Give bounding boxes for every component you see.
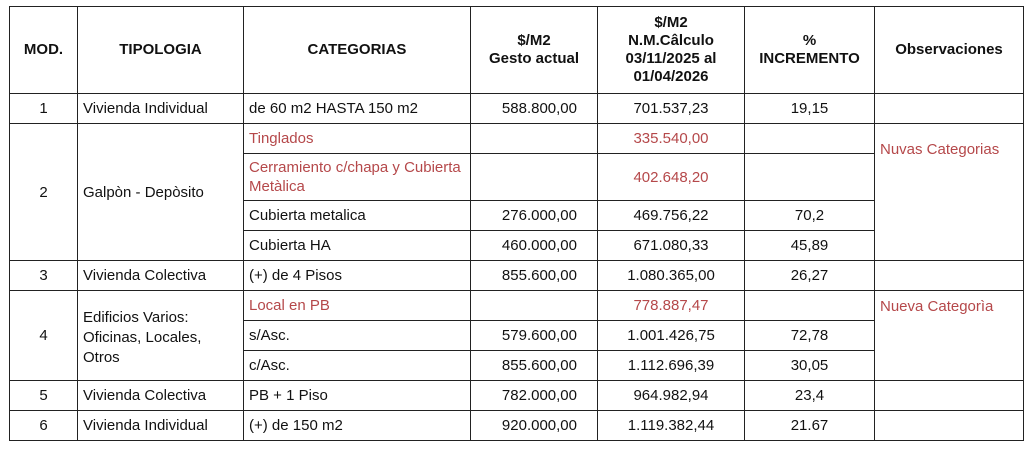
header-categorias: CATEGORIAS (244, 7, 471, 94)
cell-gesto: 855.600,00 (471, 261, 598, 291)
cell-observaciones (875, 124, 1024, 261)
cell-gesto: 460.000,00 (471, 231, 598, 261)
cell-calculo: 402.648,20 (598, 154, 745, 201)
header-incremento: % INCREMENTO (745, 7, 875, 94)
cell-calculo: 701.537,23 (598, 94, 745, 124)
price-table (9, 6, 1024, 441)
cell-gesto: 855.600,00 (471, 351, 598, 381)
cell-incremento (745, 124, 875, 154)
cell-mod: 4 (10, 291, 78, 381)
cell-tipologia: Vivienda Individual (78, 411, 244, 441)
cell-gesto: 782.000,00 (471, 381, 598, 411)
cell-calculo: 964.982,94 (598, 381, 745, 411)
cell-calculo: 335.540,00 (598, 124, 745, 154)
cell-categoria: de 60 m2 HASTA 150 m2 (244, 94, 471, 124)
cell-tipologia: Vivienda Colectiva (78, 261, 244, 291)
cell-tipologia: Edificios Varios: Oficinas, Locales, Otros (78, 291, 244, 381)
cell-mod: 5 (10, 381, 78, 411)
table-row (10, 381, 1024, 411)
cell-calculo: 1.119.382,44 (598, 411, 745, 441)
cell-calculo: 1.001.426,75 (598, 321, 745, 351)
cell-incremento: 30,05 (745, 351, 875, 381)
cell-mod: 3 (10, 261, 78, 291)
cell-categoria: s/Asc. (244, 321, 471, 351)
cell-gesto: 579.600,00 (471, 321, 598, 351)
cell-categoria: Cerramiento c/chapa y Cubierta Metàlica (244, 154, 471, 201)
cell-categoria: Cubierta metalica (244, 201, 471, 231)
header-calculo: $/M2 N.M.Câlculo 03/11/2025 al 01/04/2026 (598, 7, 745, 94)
cell-tipologia: Vivienda Individual (78, 94, 244, 124)
cell-incremento: 19,15 (745, 94, 875, 124)
cell-calculo: 469.756,22 (598, 201, 745, 231)
cell-tipologia: Vivienda Colectiva (78, 381, 244, 411)
cell-gesto: 276.000,00 (471, 201, 598, 231)
document-page (9, 6, 1024, 441)
cell-observaciones (875, 261, 1024, 291)
cell-categoria: PB + 1 Piso (244, 381, 471, 411)
cell-mod: 6 (10, 411, 78, 441)
table-row (10, 94, 1024, 124)
cell-incremento: 70,2 (745, 201, 875, 231)
observacion-nueva-categoria: Nueva Categorìa (880, 298, 994, 315)
table-row (10, 261, 1024, 291)
table-row (10, 411, 1024, 441)
cell-calculo: 1.112.696,39 (598, 351, 745, 381)
cell-gesto (471, 291, 598, 321)
cell-incremento: 23,4 (745, 381, 875, 411)
cell-incremento: 72,78 (745, 321, 875, 351)
header-gesto: $/M2 Gesto actual (471, 7, 598, 94)
cell-incremento: 21.67 (745, 411, 875, 441)
cell-gesto: 588.800,00 (471, 94, 598, 124)
cell-categoria: (+) de 150 m2 (244, 411, 471, 441)
cell-incremento (745, 154, 875, 201)
cell-observaciones (875, 291, 1024, 381)
cell-incremento (745, 291, 875, 321)
observacion-nuevas-categorias: Nuvas Categorias (880, 141, 1000, 158)
cell-tipologia: Galpòn - Depòsito (78, 124, 244, 261)
cell-calculo: 671.080,33 (598, 231, 745, 261)
cell-categoria: c/Asc. (244, 351, 471, 381)
cell-gesto (471, 154, 598, 201)
cell-observaciones (875, 411, 1024, 441)
cell-mod: 1 (10, 94, 78, 124)
cell-observaciones (875, 381, 1024, 411)
cell-categoria: Local en PB (244, 291, 471, 321)
cell-calculo: 778.887,47 (598, 291, 745, 321)
cell-calculo: 1.080.365,00 (598, 261, 745, 291)
header-row (10, 7, 1024, 94)
cell-observaciones (875, 94, 1024, 124)
cell-mod: 2 (10, 124, 78, 261)
cell-categoria: (+) de 4 Pisos (244, 261, 471, 291)
cell-gesto: 920.000,00 (471, 411, 598, 441)
cell-gesto (471, 124, 598, 154)
header-observaciones: Observaciones (875, 7, 1024, 94)
cell-incremento: 26,27 (745, 261, 875, 291)
header-tipologia: TIPOLOGIA (78, 7, 244, 94)
cell-incremento: 45,89 (745, 231, 875, 261)
table-row (10, 291, 1024, 321)
cell-categoria: Tinglados (244, 124, 471, 154)
cell-categoria: Cubierta HA (244, 231, 471, 261)
header-mod: MOD. (10, 7, 78, 94)
table-row (10, 124, 1024, 154)
